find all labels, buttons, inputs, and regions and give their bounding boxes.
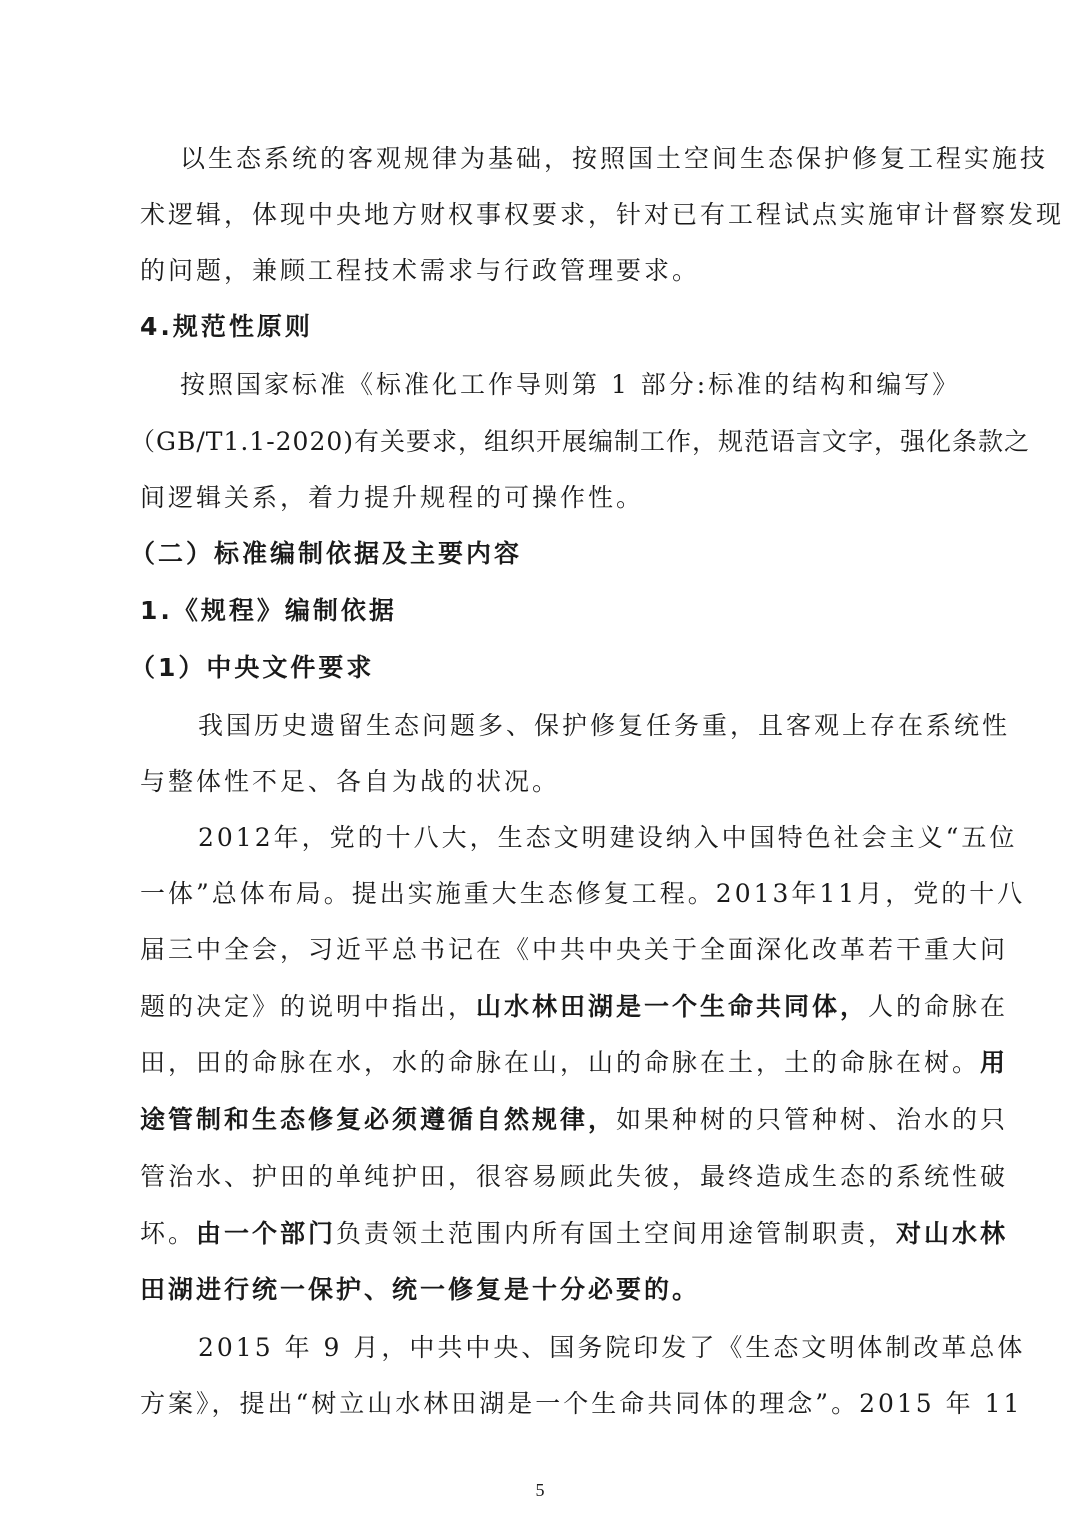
bold-text-span: 用 — [980, 1048, 1009, 1077]
bold-text-span: 对山水林 — [896, 1219, 1009, 1248]
paragraph-line: 管治水、护田的单纯护田，很容易顾此失彼，最终造成生态的系统性破 — [140, 1162, 1009, 1191]
paragraph-line — [140, 1103, 1008, 1137]
text-span: 田，田的命脉在水，水的命脉在山，山的命脉在土，土的命脉在树。 — [140, 1048, 981, 1077]
page-number: 5 — [535, 1480, 545, 1500]
paragraph-line — [140, 990, 1008, 1024]
paragraph-line: 届三中全会，习近平总书记在《中共中央关于全面深化改革若干重大问 — [140, 935, 1009, 964]
paragraph-line: 间逻辑关系，着力提升规程的可操作性。 — [140, 483, 645, 512]
paragraph-line — [140, 1046, 1008, 1080]
paragraph-line: 术逻辑，体现中央地方财权事权要求，针对已有工程试点实施审计督察发现 — [140, 200, 1065, 229]
paragraph-line: 与整体性不足、各自为战的状况。 — [140, 767, 561, 796]
paragraph-line: 2012年，党的十八大，生态文明建设纳入中国特色社会主义“五位 — [198, 823, 1018, 852]
paragraph-line: 以生态系统的客观规律为基础，按照国土空间生态保护修复工程实施技 — [180, 144, 1049, 173]
bold-text-span: 由一个部门 — [196, 1219, 337, 1248]
bold-text-span: 田湖进行统一保护、统一修复是十分必要的。 — [140, 1275, 701, 1304]
text-span: 坏。 — [140, 1219, 197, 1248]
bold-text-span: 山水林田湖是一个生命共同体， — [476, 992, 869, 1021]
section-heading: （二）标准编制依据及主要内容 — [130, 539, 523, 568]
subsection-heading: （1）中央文件要求 — [130, 653, 375, 682]
paragraph-line: 我国历史遗留生态问题多、保护修复任务重，且客观上存在系统性 — [198, 711, 1011, 740]
paragraph-line: 一体”总体布局。提出实施重大生态修复工程。2013年11月，党的十八 — [140, 879, 1026, 908]
paragraph-line: 按照国家标准《标准化工作导则第 1 部分:标准的结构和编写》 — [180, 370, 961, 399]
text-span: 如果种树的只管种树、治水的只 — [616, 1105, 1009, 1134]
text-span: 题的决定》的说明中指出， — [140, 992, 477, 1021]
paragraph-line: 方案》，提出“树立山水林田湖是一个生命共同体的理念”。2015 年 11 — [140, 1389, 1023, 1418]
text-span: 负责领土范围内所有国土空间用途管制职责， — [336, 1219, 897, 1248]
paragraph-line — [140, 1273, 700, 1307]
text-span: 人的命脉在 — [868, 992, 1009, 1021]
paragraph-line — [140, 1217, 1008, 1251]
section-heading: 4.规范性原则 — [140, 312, 313, 341]
subsection-heading: 1.《规程》编制依据 — [140, 596, 397, 625]
paragraph-line: （GB/T1.1-2020)有关要求，组织开展编制工作，规范语言文字，强化条款之 — [130, 427, 1031, 456]
paragraph-line: 2015 年 9 月，中共中央、国务院印发了《生态文明体制改革总体 — [198, 1333, 1026, 1362]
bold-text-span: 途管制和生态修复必须遵循自然规律， — [140, 1105, 617, 1134]
paragraph-line: 的问题，兼顾工程技术需求与行政管理要求。 — [140, 256, 701, 285]
